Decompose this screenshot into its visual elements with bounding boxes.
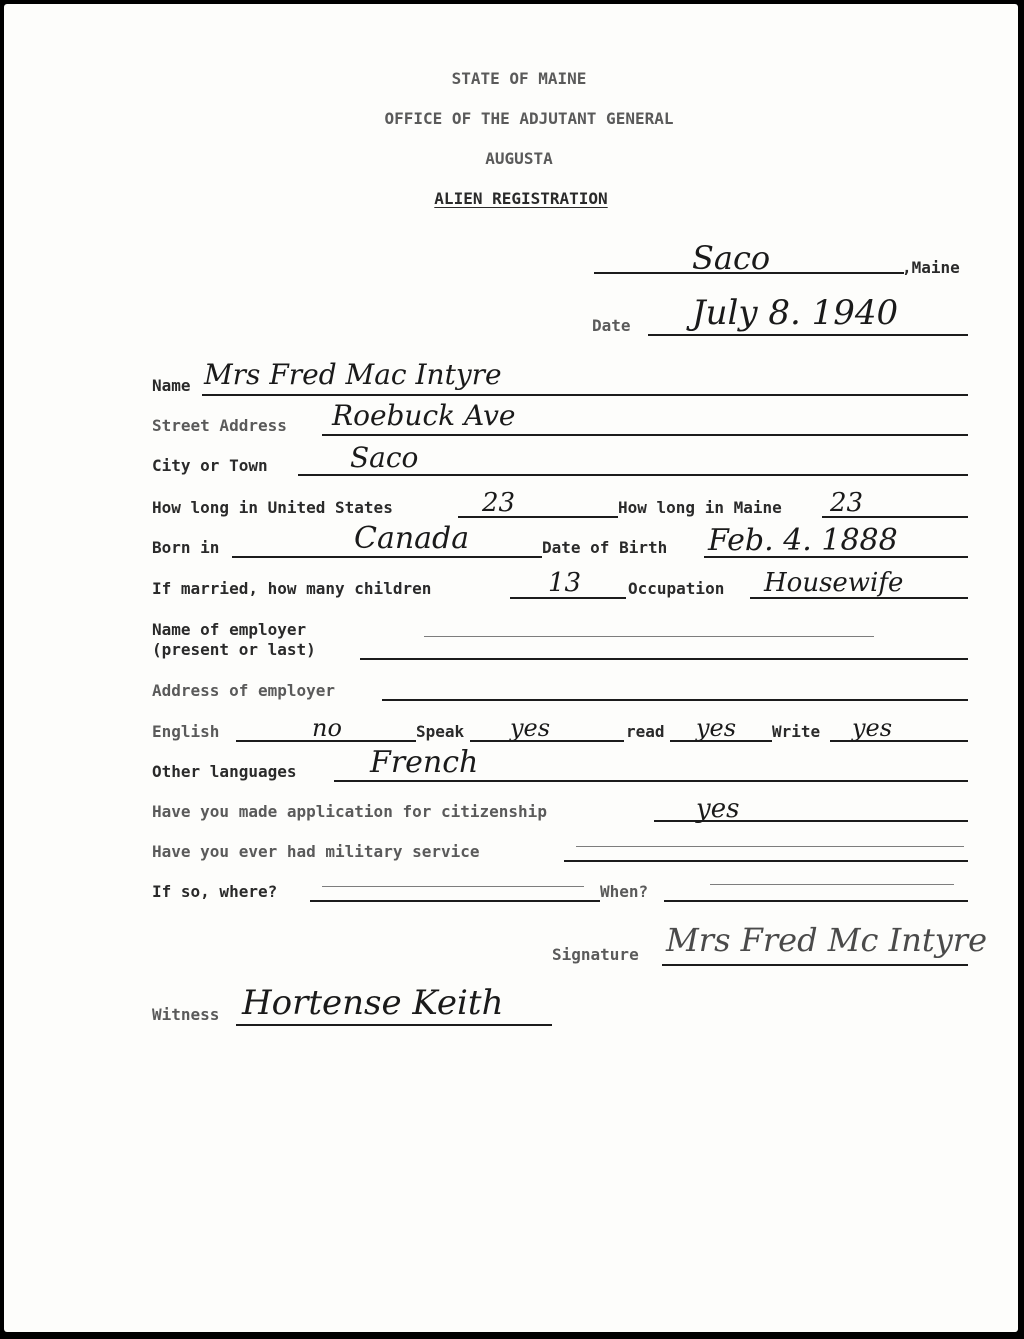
- street-line: [322, 434, 968, 436]
- witness-value: Hortense Keith: [242, 983, 504, 1023]
- when-label: When?: [600, 882, 649, 901]
- citizenship-value: yes: [696, 794, 740, 824]
- maine-years-value: 23: [830, 488, 864, 518]
- read-label: read: [626, 722, 665, 741]
- street-value: Roebuck Ave: [332, 399, 516, 432]
- children-label: If married, how many children: [152, 579, 432, 598]
- write-line: [830, 740, 968, 742]
- city-value: Saco: [350, 441, 419, 474]
- where-label: If so, where?: [152, 882, 278, 901]
- when-line: [664, 900, 968, 902]
- english-label: English: [152, 722, 220, 741]
- street-label: Street Address: [152, 416, 287, 435]
- name-label: Name: [152, 376, 191, 395]
- where-guide-line: [322, 886, 584, 887]
- employer-guide-line: [424, 636, 874, 637]
- dob-value: Feb. 4. 1888: [708, 523, 898, 558]
- when-guide-line: [710, 884, 954, 885]
- us-years-label: How long in United States: [152, 498, 393, 517]
- dob-label: Date of Birth: [542, 538, 668, 557]
- speak-value: yes: [510, 714, 551, 742]
- speak-label: Speak: [416, 722, 465, 741]
- employer-address-line: [382, 699, 968, 701]
- write-value: yes: [852, 714, 893, 742]
- date-value: July 8. 1940: [692, 293, 899, 333]
- signature-value: Mrs Fred Mc Intyre: [666, 921, 988, 959]
- born-in-value: Canada: [354, 521, 470, 556]
- children-value: 13: [548, 568, 582, 598]
- employer-label-1: Name of employer: [152, 620, 307, 639]
- other-languages-line: [334, 780, 968, 782]
- us-years-value: 23: [482, 488, 516, 518]
- date-label: Date: [592, 316, 631, 335]
- city-label: City or Town: [152, 456, 268, 475]
- place-suffix: ,Maine: [902, 258, 960, 277]
- maine-years-label: How long in Maine: [618, 498, 782, 517]
- name-value: Mrs Fred Mac Intyre: [204, 358, 502, 391]
- read-value: yes: [696, 714, 737, 742]
- born-in-line: [232, 556, 542, 558]
- header-office: OFFICE OF THE ADJUTANT GENERAL: [384, 109, 674, 128]
- place-value: Saco: [692, 239, 771, 277]
- city-line: [298, 474, 968, 476]
- employer-line: [360, 658, 968, 660]
- registration-form: [4, 4, 1018, 1332]
- occupation-value: Housewife: [764, 568, 904, 598]
- form-title: ALIEN REGISTRATION: [434, 189, 608, 208]
- signature-line: [662, 964, 968, 966]
- witness-label: Witness: [152, 1005, 220, 1024]
- witness-line: [236, 1024, 552, 1026]
- date-line: [648, 334, 968, 336]
- born-in-label: Born in: [152, 538, 220, 557]
- where-line: [310, 900, 600, 902]
- name-line: [202, 394, 968, 396]
- english-value: no: [312, 714, 342, 742]
- other-languages-label: Other languages: [152, 762, 297, 781]
- signature-label: Signature: [552, 945, 639, 964]
- military-guide-line: [576, 846, 964, 847]
- header-city: AUGUSTA: [485, 149, 553, 168]
- military-line: [564, 860, 968, 862]
- citizenship-label: Have you made application for citizenship: [152, 802, 547, 821]
- other-languages-value: French: [370, 745, 479, 780]
- military-label: Have you ever had military service: [152, 842, 480, 861]
- employer-label-2: (present or last): [152, 640, 316, 659]
- occupation-label: Occupation: [628, 579, 725, 598]
- employer-address-label: Address of employer: [152, 681, 336, 700]
- write-label: Write: [772, 722, 821, 741]
- header-state: STATE OF MAINE: [451, 69, 587, 88]
